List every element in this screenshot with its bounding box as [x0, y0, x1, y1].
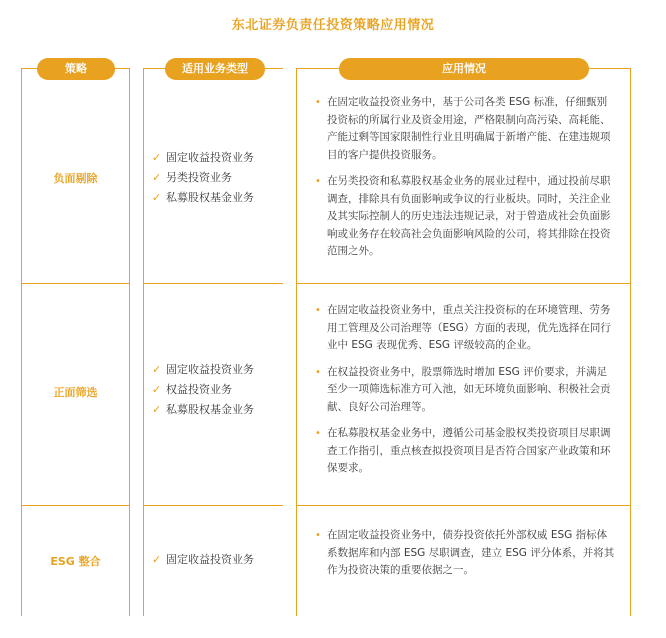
check-icon: ✓ — [152, 191, 162, 204]
application-list — [315, 527, 617, 589]
row-separator — [143, 283, 283, 284]
business-type-header: 适用业务类型 — [165, 58, 265, 80]
bullet-icon: • — [315, 305, 321, 316]
row-separator — [21, 283, 130, 284]
application-list — [315, 302, 617, 487]
business-type-item: ✓ 固定收益投资业务 — [152, 550, 292, 570]
check-icon: ✓ — [152, 383, 162, 396]
check-icon: ✓ — [152, 403, 162, 416]
row-separator — [296, 505, 631, 506]
bullet-icon: • — [315, 428, 321, 439]
business-type-item: ✓ 固定收益投资业务 — [152, 360, 292, 380]
business-type-item: ✓ 另类投资业务 — [152, 168, 292, 188]
business-type-item: ✓ 私募股权基金业务 — [152, 400, 292, 420]
strategy-negative-screening: 负面剔除 — [53, 172, 98, 185]
application-item: • 在另类投资和私募股权基金业务的展业过程中，通过投前尽职调查，排除具有负面影响或争议的行业板块。同时，关注企业及其实际控制人的历史违法违规记录，对于曾造成社会负面影响或业务存在较高社会负面影响风险的公司，将其排除在投资范围之外。 — [315, 175, 611, 257]
application-item: • 在权益投资业务中，股票筛选时增加 ESG 评价要求，并满足至少一项筛选标准方可入池，如无环境负面影响、积极社会贡献、良好公司治理等。 — [315, 365, 611, 413]
bullet-icon: • — [315, 97, 321, 108]
check-icon: ✓ — [152, 171, 162, 184]
bullet-icon: • — [315, 176, 321, 187]
business-type-item: ✓ 私募股权基金业务 — [152, 188, 292, 208]
business-type-item: ✓ 权益投资业务 — [152, 380, 292, 400]
application-header: 应用情况 — [339, 58, 589, 80]
application-item: • 在固定收益投资业务中，重点关注投资标的在环境管理、劳务用工管理及公司治理等（ESG）方面的表现，优先选择在同行业中 ESG 表现优秀、ESG 评级较高的企业。 — [315, 304, 611, 351]
application-item: • 在固定收益投资业务中，基于公司各类 ESG 标准，仔细甄别投资标的所属行业及资金用途，严格限制向高污染、高耗能、产能过剩等国家限制性行业且明确属于新增产能、在建违规项目的客户提供投资服务。 — [315, 96, 611, 161]
business-type-list — [152, 148, 292, 208]
application-item: • 在私募股权基金业务中，遵循公司基金股权类投资项目尽职调查工作指引，重点核查拟投资项目是否符合国家产业政策和环保要求。 — [315, 427, 611, 474]
business-type-list — [152, 360, 292, 420]
row-separator — [21, 505, 130, 506]
strategy-positive-screening: 正面筛选 — [53, 386, 98, 399]
row-separator — [296, 283, 631, 284]
row-separator — [143, 505, 283, 506]
page-title: 东北证券负责任投资策略应用情况 — [231, 18, 435, 33]
check-icon: ✓ — [152, 553, 162, 566]
strategy-esg-integration: ESG 整合 — [50, 555, 101, 568]
business-type-list — [152, 550, 292, 570]
bullet-icon: • — [315, 530, 321, 541]
bullet-icon: • — [315, 366, 321, 378]
application-item: • 在固定收益投资业务中，债券投资依托外部权威 ESG 指标体系数据库和内部 ESG 尽职调查，建立 ESG 评分体系，并将其作为投资决策的重要依据之一。 — [315, 529, 615, 576]
strategy-header: 策略 — [37, 58, 115, 80]
application-list — [315, 94, 617, 270]
check-icon: ✓ — [152, 363, 162, 376]
business-type-item: ✓ 固定收益投资业务 — [152, 148, 292, 168]
strategy-column-frame — [21, 68, 130, 616]
check-icon: ✓ — [152, 151, 162, 164]
